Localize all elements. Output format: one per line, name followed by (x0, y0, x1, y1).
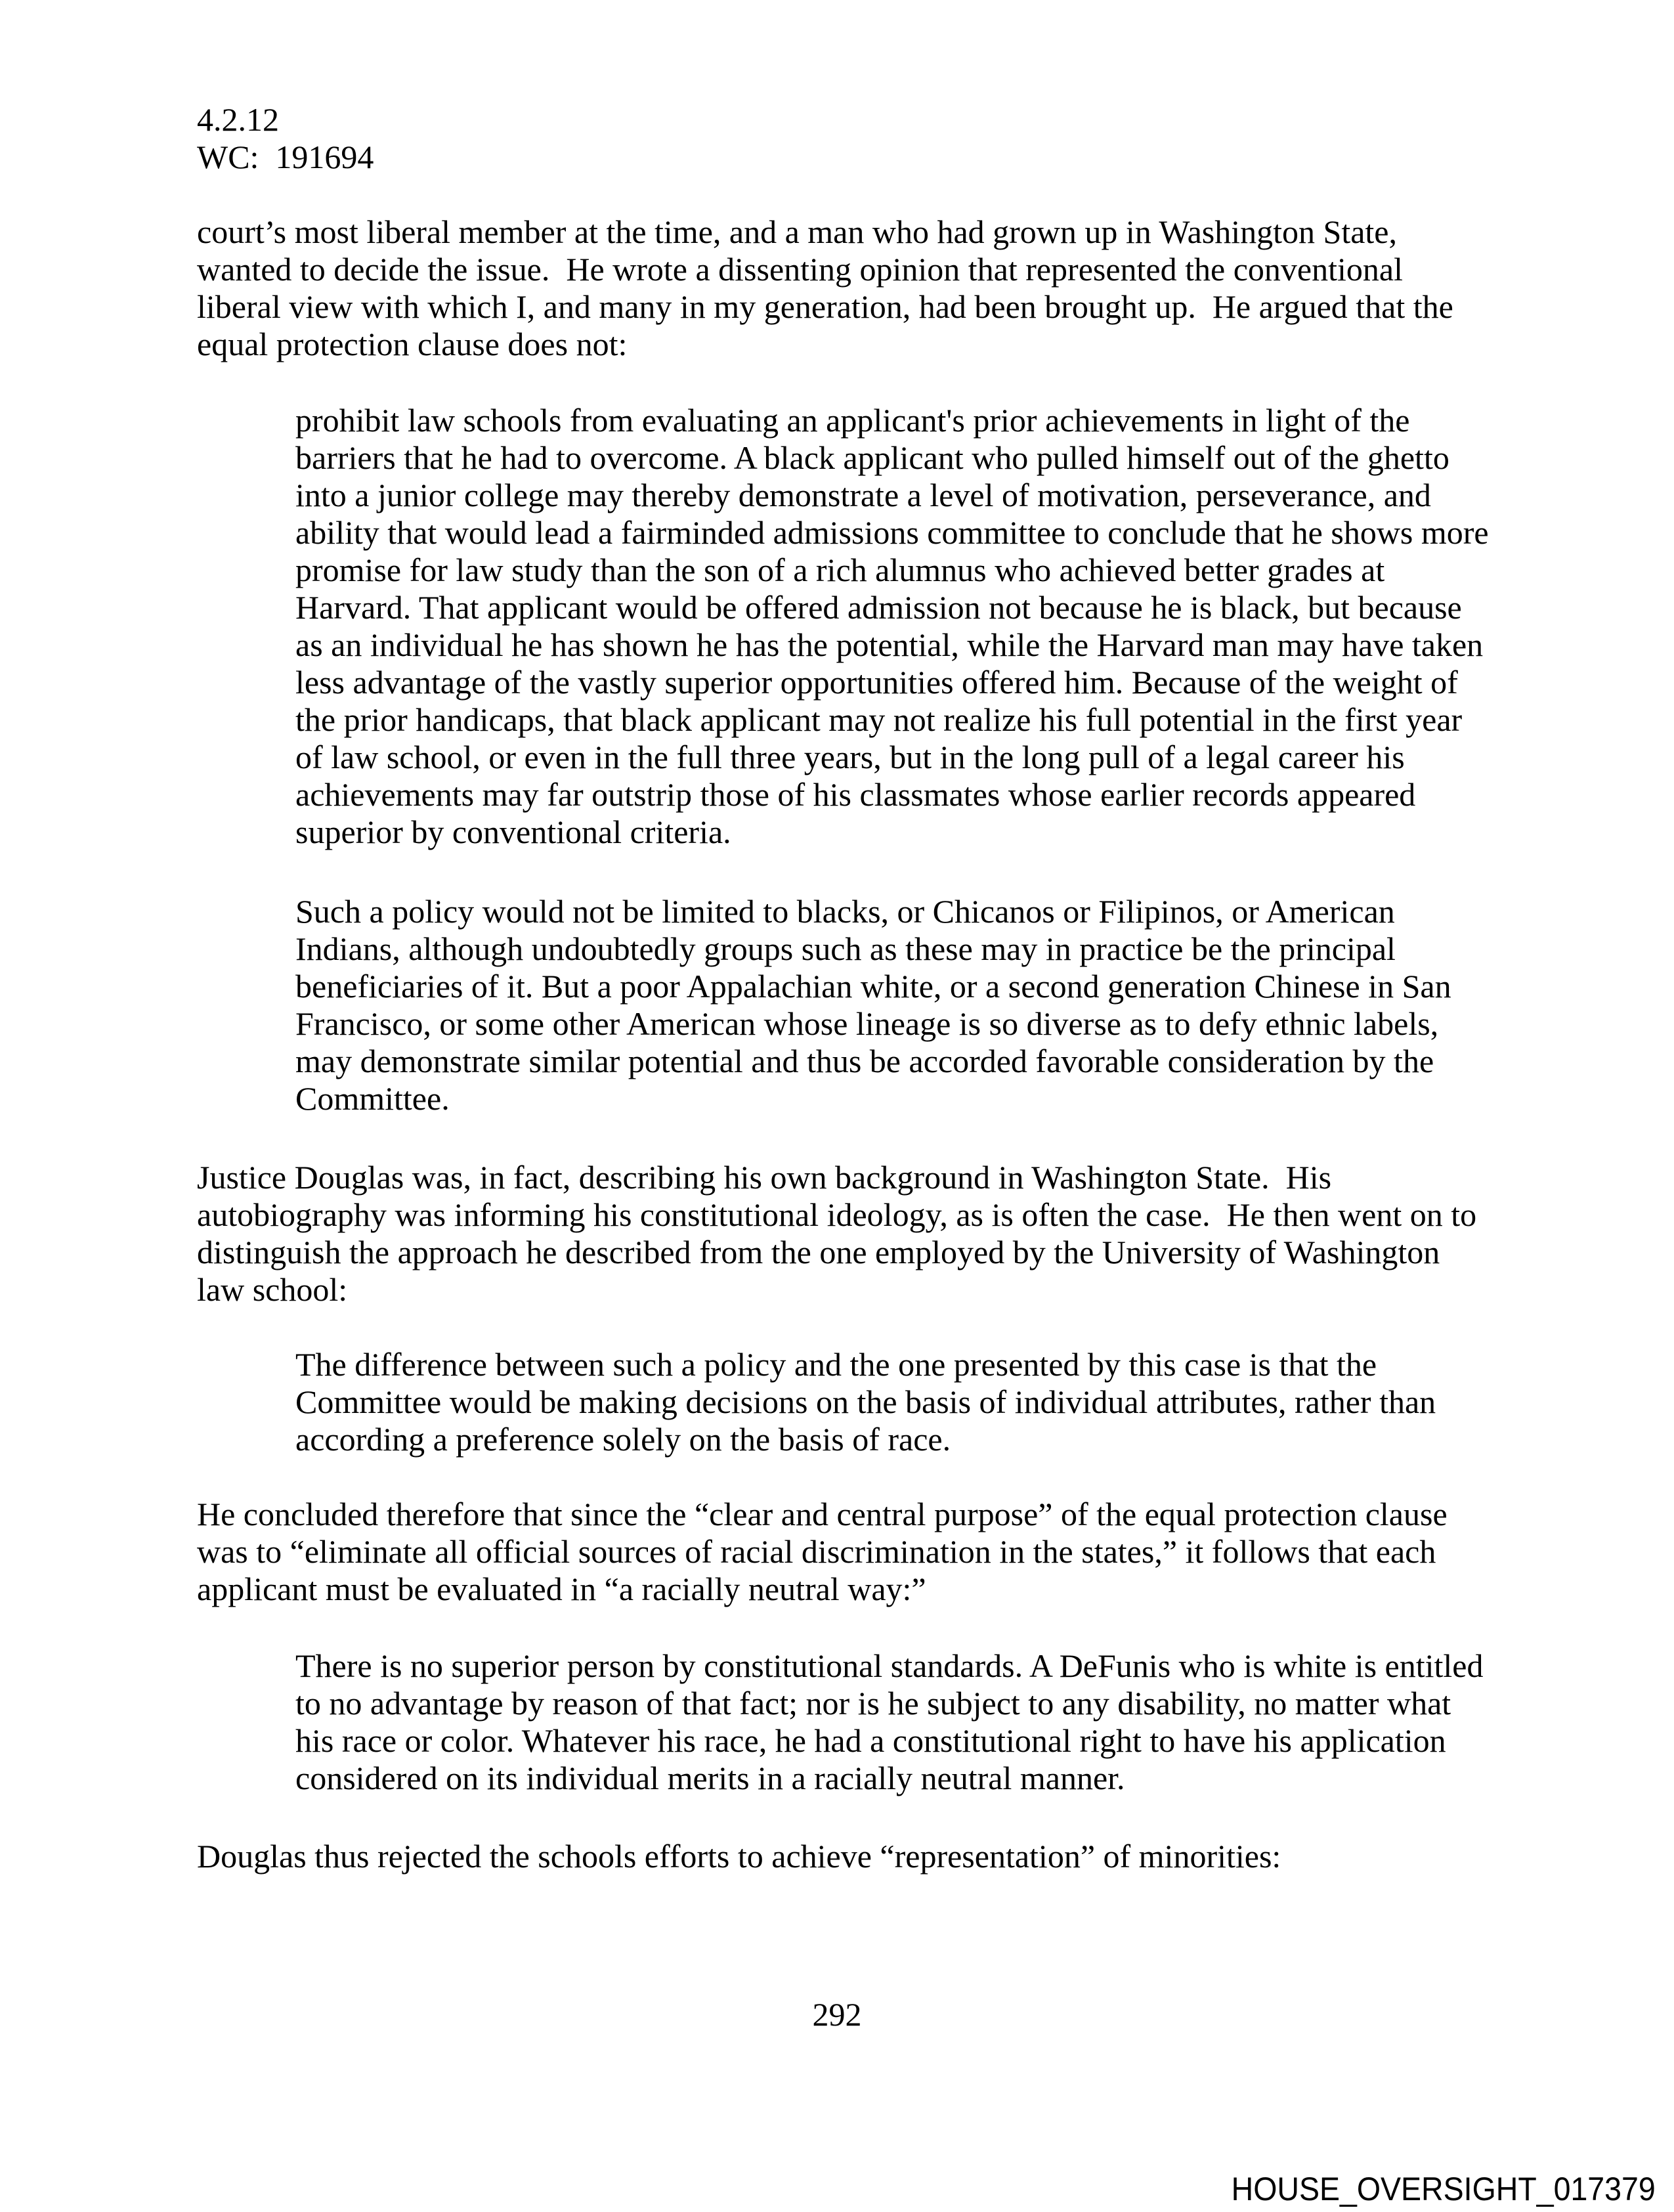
text-line: Harvard. That applicant would be offered admission not because he is black, but because (295, 589, 1462, 626)
text-line: the prior handicaps, that black applicant may not realize his full potential in the first year (295, 701, 1463, 738)
text-line: Committee would be making decisions on the basis of individual attributes, rather than (295, 1383, 1436, 1420)
text-line: equal protection clause does not: (197, 326, 628, 362)
text-line: wanted to decide the issue. He wrote a dissenting opinion that represented the conventional (197, 251, 1403, 288)
text-line: Indians, although undoubtedly groups such as these may in practice be the principal (295, 930, 1396, 967)
text-line: Justice Douglas was, in fact, describing his own background in Washington State. His (197, 1159, 1332, 1196)
body-paragraph (197, 213, 1484, 363)
text-line: The difference between such a policy and the one presented by this case is that the (295, 1346, 1377, 1383)
text-line: court’s most liberal member at the time, and a man who had grown up in Washington State, (197, 213, 1398, 250)
text-line: of law school, or even in the full three years, but in the long pull of a legal career his (295, 739, 1405, 775)
body-paragraph (197, 1838, 1484, 1875)
block-quote (295, 893, 1490, 1117)
body-paragraph (197, 1496, 1484, 1608)
body-paragraph (197, 1159, 1484, 1309)
text-line: his race or color. Whatever his race, he had a constitutional right to have his application (295, 1722, 1446, 1759)
text-line: less advantage of the vastly superior opportunities offered him. Because of the weight of (295, 664, 1458, 701)
document-header (197, 101, 374, 176)
text-line: superior by conventional criteria. (295, 813, 731, 850)
block-quote (295, 1647, 1490, 1797)
bates-stamp: HOUSE_OVERSIGHT_017379 (1231, 2171, 1656, 2207)
text-line: considered on its individual merits in a racially neutral manner. (295, 1760, 1125, 1796)
text-line: achievements may far outstrip those of his classmates whose earlier records appeared (295, 776, 1416, 813)
text-line: distinguish the approach he described from the one employed by the University of Washington (197, 1234, 1440, 1270)
text-line: liberal view with which I, and many in my generation, had been brought up. He argued that the (197, 288, 1453, 325)
text-line: law school: (197, 1271, 348, 1308)
text-line: Committee. (295, 1080, 450, 1117)
text-line: according a preference solely on the basis of race. (295, 1421, 951, 1458)
header-date: 4.2.12 (197, 101, 279, 138)
text-line: into a junior college may thereby demonstrate a level of motivation, perseverance, and (295, 477, 1431, 513)
text-line: beneficiaries of it. But a poor Appalachian white, or a second generation Chinese in San (295, 968, 1451, 1005)
text-line: autobiography was informing his constitutional ideology, as is often the case. He then went on to (197, 1196, 1477, 1233)
text-line: as an individual he has shown he has the potential, while the Harvard man may have taken (295, 626, 1484, 663)
text-line: Such a policy would not be limited to blacks, or Chicanos or Filipinos, or American (295, 893, 1395, 930)
text-line: Douglas thus rejected the schools efforts to achieve “representation” of minorities: (197, 1838, 1281, 1875)
text-line: He concluded therefore that since the “clear and central purpose” of the equal protection clause (197, 1496, 1448, 1532)
text-line: was to “eliminate all official sources of racial discrimination in the states,” it follows that each (197, 1533, 1436, 1570)
block-quote (295, 1346, 1490, 1458)
text-line: applicant must be evaluated in “a racially neutral way:” (197, 1571, 926, 1607)
text-line: promise for law study than the son of a rich alumnus who achieved better grades at (295, 552, 1385, 588)
text-line: to no advantage by reason of that fact; nor is he subject to any disability, no matter what (295, 1685, 1451, 1722)
text-line: Francisco, or some other American whose lineage is so diverse as to defy ethnic labels, (295, 1005, 1439, 1042)
text-line: barriers that he had to overcome. A black applicant who pulled himself out of the ghetto (295, 439, 1449, 476)
text-line: prohibit law schools from evaluating an applicant's prior achievements in light of the (295, 402, 1410, 439)
text-line: There is no superior person by constitutional standards. A DeFunis who is white is entitled (295, 1647, 1484, 1684)
text-line: ability that would lead a fairminded admissions committee to conclude that he shows more (295, 514, 1489, 551)
text-line: may demonstrate similar potential and thus be accorded favorable consideration by the (295, 1043, 1434, 1079)
block-quote (295, 402, 1490, 851)
header-word-count: WC: 191694 (197, 139, 374, 175)
page-number: 292 (812, 1996, 862, 2033)
